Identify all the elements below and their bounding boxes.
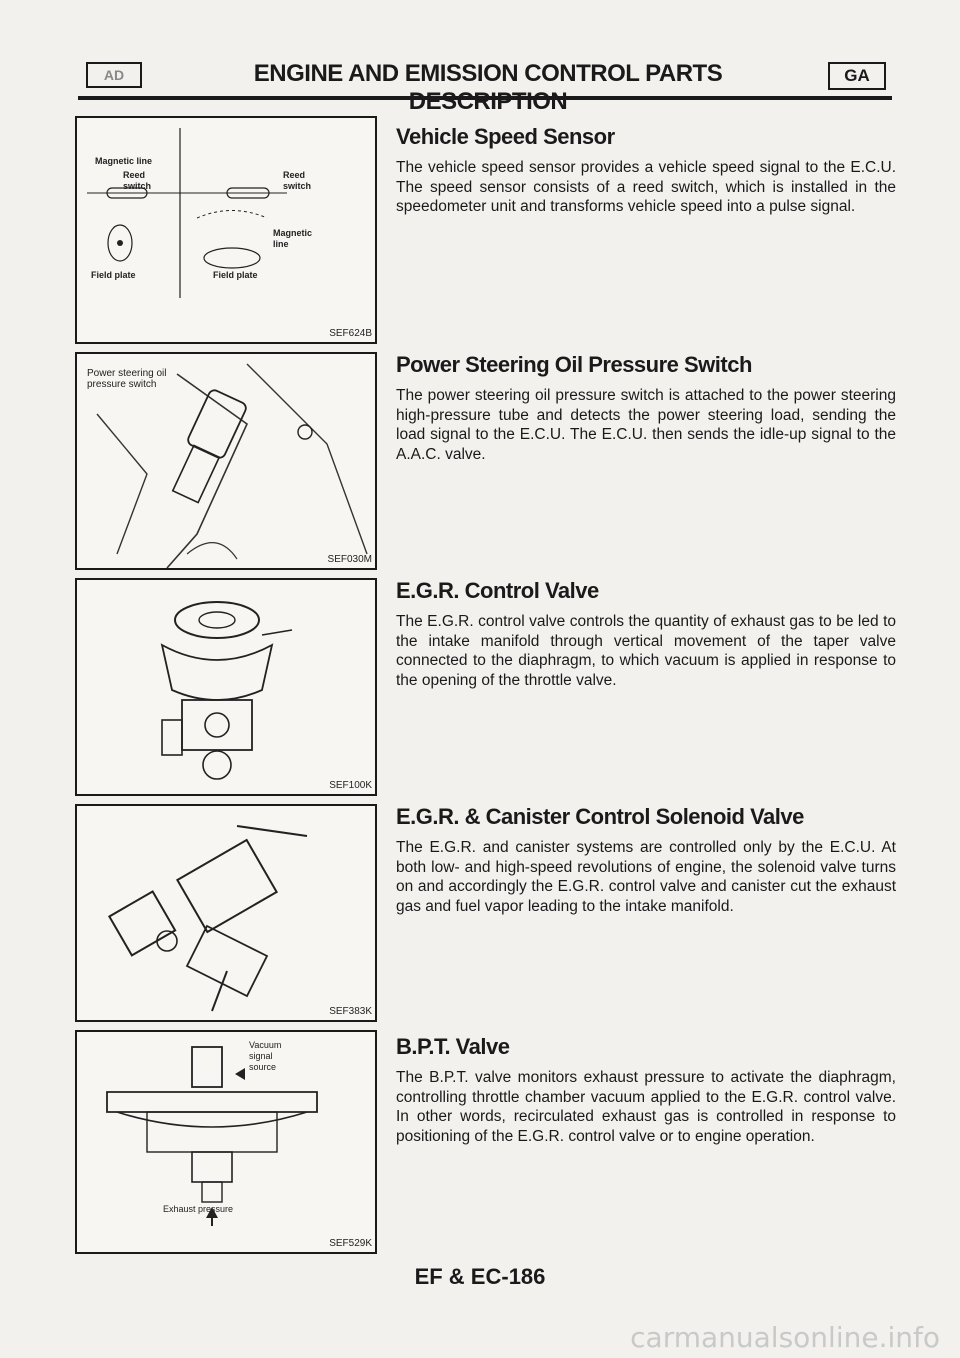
label-reed-switch-left: Reed switch: [123, 170, 152, 191]
figure-bpt-valve: [75, 1030, 377, 1254]
egr-valve-illustration: [77, 580, 375, 794]
section-body: The E.G.R. control valve controls the quantity of exhaust gas to be led to the intake manifold through vertical movement of the taper valve connected to the diaphragm, to which vacuum is applied in response to the opening of the throttle valve.: [396, 613, 896, 689]
section-badge-right: GA: [828, 62, 886, 90]
label-exhaust-pressure: Exhaust pressure: [163, 1204, 234, 1214]
label-psp-switch: Power steering oil pressure switch: [87, 368, 167, 390]
section-heading: B.P.T. Valve: [396, 1034, 510, 1059]
label-magnetic-line: Magnetic line: [95, 156, 153, 166]
section-heading: E.G.R. & Canister Control Solenoid Valve: [396, 804, 804, 829]
section-heading: E.G.R. Control Valve: [396, 578, 599, 603]
figure-psp-switch: [75, 352, 377, 570]
label-magnetic-line-right: Magnetic line: [273, 228, 313, 249]
section-badge-left: AD: [86, 62, 142, 88]
figure-code: SEF529K: [329, 1238, 372, 1249]
label-vacuum-signal-source: Vacuum signal source: [249, 1040, 282, 1072]
section-body: The power steering oil pressure switch is attached to the power steering high-pressure tube and detects the power steering load, sending the load signal to the E.C.U. The E.C.U. then sends the idle-up signal to the A.A.C. valve.: [396, 387, 896, 463]
section-body: The E.G.R. and canister systems are controlled only by the E.C.U. At both low- and high-speed revolutions of engine, the solenoid valve turns on and accordingly the E.G.R. control valve and canister cut the exhaust gas and fuel vapor leading to the intake manifold.: [396, 839, 896, 915]
section-vehicle-speed-sensor: [396, 124, 896, 217]
figure-code: SEF100K: [329, 780, 372, 791]
figure-speed-sensor: [75, 116, 377, 344]
section-body: The B.P.T. valve monitors exhaust pressure to activate the diaphragm, controlling throttle chamber vacuum applied to the E.G.R. control valve. In other words, recirculated exhaust gas is controlled in response to positioning of the E.G.R. control valve or to engine operation.: [396, 1069, 896, 1145]
figure-code: SEF624B: [329, 328, 372, 339]
label-reed-switch-right: Reed switch: [283, 170, 312, 191]
speed-sensor-diagram: [77, 118, 375, 342]
section-egr-solenoid: [396, 804, 896, 916]
solenoid-valve-illustration: [77, 806, 375, 1020]
section-psp-switch: [396, 352, 896, 464]
section-egr-control-valve: [396, 578, 896, 690]
bpt-valve-illustration: [77, 1032, 375, 1252]
section-heading: Vehicle Speed Sensor: [396, 124, 615, 149]
section-body: The vehicle speed sensor provides a vehicle speed signal to the E.C.U. The speed sensor consists of a reed switch, which is installed in the speedometer unit and transforms vehicle speed into a pulse signal.: [396, 159, 896, 215]
watermark: carmanualsonline.info: [630, 1321, 940, 1354]
page-number: EF & EC-186: [414, 1264, 546, 1289]
label-field-plate-left: Field plate: [91, 270, 136, 280]
section-bpt-valve: [396, 1034, 896, 1146]
section-heading: Power Steering Oil Pressure Switch: [396, 352, 752, 377]
label-field-plate-right: Field plate: [213, 270, 258, 280]
figure-egr-valve: [75, 578, 377, 796]
figure-code: SEF383K: [329, 1006, 372, 1017]
page-title: ENGINE AND EMISSION CONTROL PARTS DESCRIPTION: [253, 60, 723, 115]
figure-egr-solenoid: [75, 804, 377, 1022]
figure-code: SEF030M: [327, 554, 372, 565]
page-header: [78, 58, 892, 115]
